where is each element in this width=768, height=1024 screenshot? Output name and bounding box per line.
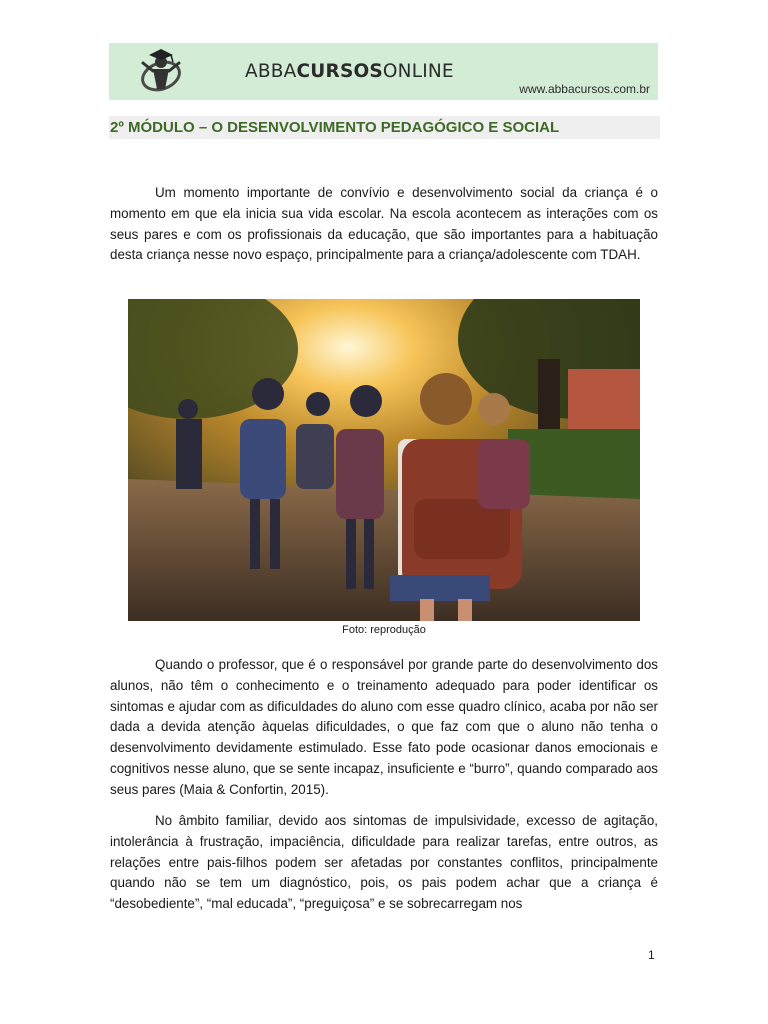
- paragraph-intro: Um momento importante de convívio e desenvolvimento social da criança é o momento em que ela inicia sua vida escolar. Na escola acontecem as interações com os seus pares e com os profissionais da educação, que são importantes para a habituação desta criança nesse novo espaço, principalmente para a criança/adolescente com TDAH.: [110, 185, 658, 263]
- website-url: www.abbacursos.com.br: [519, 82, 650, 96]
- photo-caption: Foto: reprodução: [342, 624, 426, 636]
- brand-logo-text: ABBACURSOSONLINE: [245, 61, 454, 82]
- module-title: 2º MÓDULO – O DESENVOLVIMENTO PEDAGÓGICO E SOCIAL: [109, 116, 660, 139]
- graduate-logo-icon: [135, 45, 187, 97]
- paragraph-teacher: Quando o professor, que é o responsável por grande parte do desenvolvimento dos alunos, não têm o conhecimento e o treinamento adequado para poder identificar os sintomas e ajudar com as dificuldades do aluno com esse quadro clínico, acaba por não ser dada a devida atenção àquelas dificuldades, o que faz com que o aluno não tenha o desenvolvimento devidamente estimulado. Esse fato pode ocasionar danos emocionais e cognitivos nesse aluno, que se sente incapaz, insuficiente e “burro”, quando comparado aos seus pares (Maia & Confortin, 2015).: [110, 657, 658, 797]
- header-banner: [109, 43, 658, 100]
- children-with-backpacks-photo: [128, 299, 640, 621]
- paragraph-family: No âmbito familiar, devido aos sintomas de impulsividade, excesso de agitação, intolerância à frustração, impaciência, dificuldade para realizar tarefas, entre outros, as relações entre pais-filhos podem ser afetadas por constantes conflitos, principalmente quando não se tem um diagnóstico, pois, os pais podem achar que a criança é “desobediente”, “mal educada”, “preguiçosa” e se sobrecarregam nos: [110, 813, 658, 912]
- page-number: 1: [648, 948, 655, 962]
